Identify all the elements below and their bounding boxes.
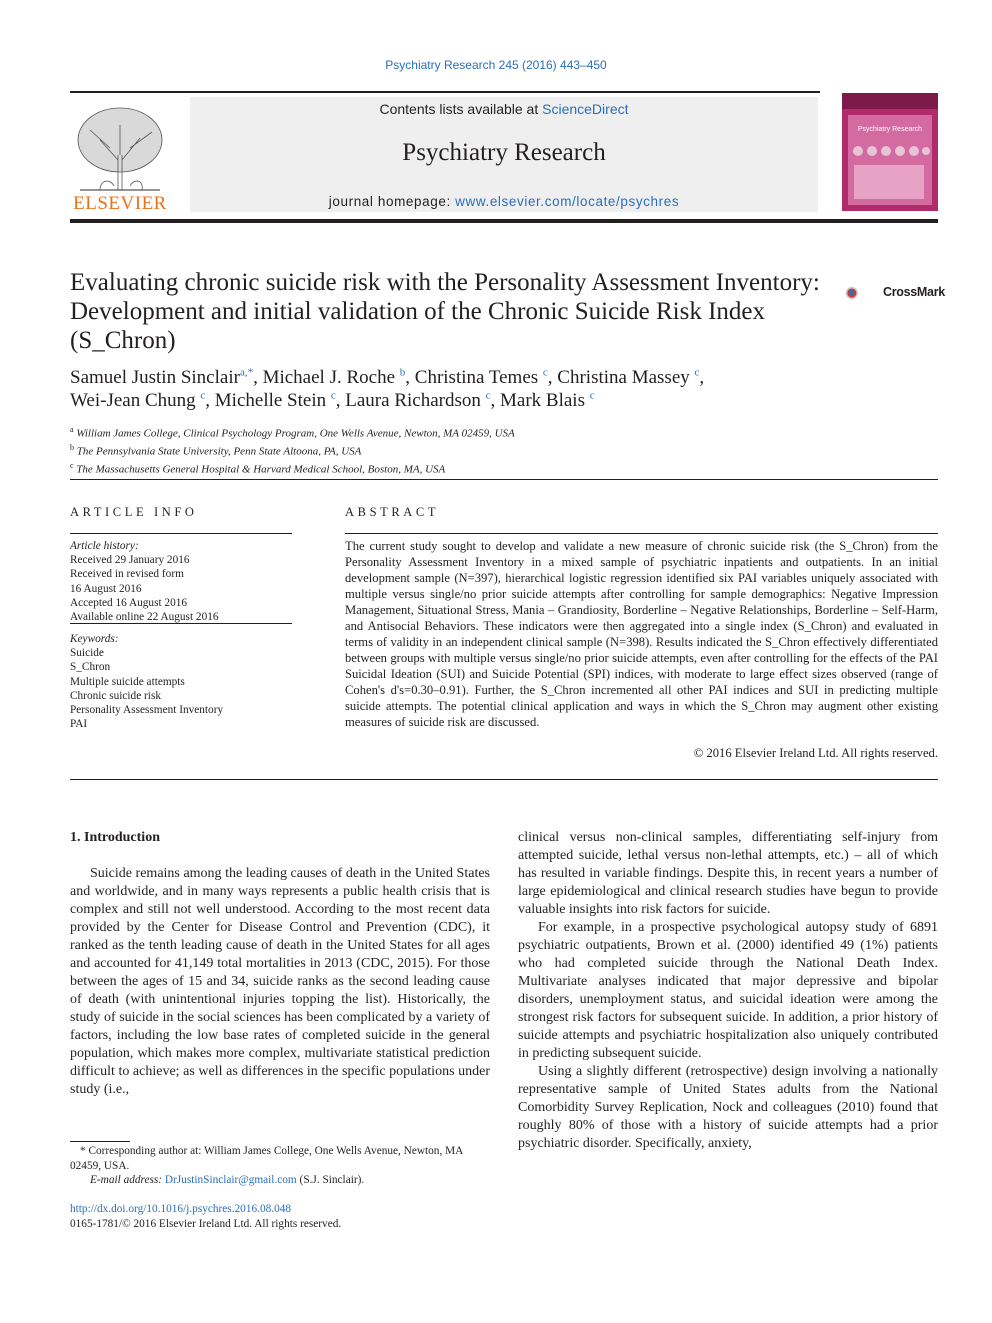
sciencedirect-link[interactable]: ScienceDirect [542,101,629,117]
doi-block [70,1202,490,1231]
keyword-item[interactable]: PAI [70,718,88,731]
affiliation-key: a [70,425,74,434]
affiliations [70,423,830,477]
homepage-prefix: journal homepage: [328,194,456,209]
affiliation-text: William James College, Clinical Psychology Program, One Wells Avenue, Newton, MA 02459, USA [76,427,515,440]
history-item: 16 August 2016 [70,582,142,595]
affiliation-item [70,459,830,477]
corresponding-author-note: * Corresponding author at: William James College, One Wells Avenue, Newton, MA 02459, USA. [70,1145,463,1172]
header-top-rule [70,91,820,93]
email-suffix: (S.J. Sinclair). [296,1174,365,1186]
article-history [70,539,292,624]
journal-reference[interactable]: Psychiatry Research 245 (2016) 443–450 [385,58,607,72]
contents-prefix: Contents lists available at [379,101,543,117]
elsevier-wordmark: ELSEVIER [73,193,167,214]
abstract-text: The current study sought to develop and validate a new measure of chronic suicide risk (the S_Chron) from the Personality Assessment Inventory in a mixed sample of psychiatric inpatients and outpatients. In an initial development sample (N=397), hierarchical logistic regression identified six PAI variables uniquely associated with multiple versus single/no prior suicide attempts after controlling for sample demographics: Negative Impression Management, Situational Stress, Mania – Grandiosity, Borderline – Negative Relationships, Borderline – Self-Harm, and Antisocial Behaviors. These indicators were then aggregated into a single index (S_Chron) and evaluated in terms of validity in an independent clinical sample (N=398). Results indicated the S_Chron effectively differentiated between groups with multiple versus single/no prior suicide attempts, even after controlling for the effects of the PAI Suicidal Ideation (SUI) and Suicide Potential (SPI) indices, with moderate to large effect sizes observed (range of Cohen's d's=0.30–0.91). Further, the S_Chron incremented all other PAI indices and SUI in predicting multiple suicide attempts. The potential clinical application and ways in which the S_Chron may augment other existing measures of suicide risk are discussed. [345,539,938,729]
history-label: Article history: [70,540,139,552]
body-column-left [70,865,490,1099]
keyword-item[interactable]: Chronic suicide risk [70,689,161,702]
author-name[interactable]: Mark Blais [500,390,585,411]
body-paragraph: Suicide remains among the leading causes of death in the United States and worldwide, and in many ways represents a public health crisis that is complex and still not well understood. According to the most recent data provided by the Center for Disease Control and Prevention (CDC), it ranked as the tenth leading cause of death in the United States for all ages and accounted for 41,149 total mortalities in 2013 (CDC, 2015). For those between the ages of 15 and 34, suicide ranks as the second leading cause of death (with unintentional injuries topping the list). Historically, the study of suicide in the social sciences has been complicated by a variety of factors, including the low base rates of completed suicide in the general population, which makes more complex, multivariate statistical prediction difficult to achieve; as well as differences in the specific populations under study (i.e., [70,866,490,1097]
journal-title: Psychiatry Research [402,139,606,166]
contents-line [190,101,818,117]
header-bottom-rule [70,219,938,223]
doi-link[interactable]: http://dx.doi.org/10.1016/j.psychres.2016.08.048 [70,1203,292,1215]
homepage-line [190,194,818,209]
author-affiliation-sup[interactable]: c [330,389,336,402]
copyright-line: © 2016 Elsevier Ireland Ltd. All rights reserved. [693,746,938,760]
keyword-item[interactable]: Multiple suicide attempts [70,675,185,688]
author-name[interactable]: Laura Richardson [345,390,481,411]
history-item: Received 29 January 2016 [70,554,190,567]
author-name[interactable]: Christina Temes [414,367,539,388]
divider [70,623,292,624]
body-paragraph: Using a slightly different (retrospective) design involving a nationally representative sample of United States adults from the National Comorbidity Survey Replication, Nock and colleagues (2010) found that roughly 80% of those with a history of suicide attempts had a prior psychiatric disorder. Specifically, anxiety, [518,1064,938,1151]
body-paragraph: For example, in a prospective psychological autopsy study of 6891 psychiatric outpatients, Brown et al. (2000) identified 49 (1%) patients who had completed suicide through the National Death Index. Multivariate analyses indicated that major depressive and bipolar disorders, unemployment status, and suicidal ideation were among the strongest risk factors for subsequent suicide. In addition, a prior history of suicide attempts and psychiatric hospitalization also uniquely contributed in predicting subsequent suicide. [518,920,938,1061]
article-title: Evaluating chronic suicide risk with the Personality Assessment Inventory: Development and initial validation of the Chronic Suicide Risk Index (S_Chron) [70,269,820,354]
history-item: Accepted 16 August 2016 [70,596,188,609]
history-item: Received in revised form [70,568,184,581]
crossmark-icon[interactable] [845,275,883,311]
affiliation-item [70,441,830,459]
footnote-rule [70,1141,130,1142]
author-affiliation-sup[interactable]: a,* [239,366,254,379]
author-name[interactable]: Michael J. Roche [262,367,396,388]
author-affiliation-sup[interactable]: c [200,389,206,402]
divider [70,479,938,480]
article-info-heading: ARTICLE INFO [70,505,198,519]
author-affiliation-sup[interactable]: b [399,366,406,379]
affiliation-key: b [70,443,74,453]
body-paragraph: clinical versus non-clinical samples, differentiating self-injury from attempted suicide, lethal versus non-lethal attempts, etc.) – all of which has resulted in variable findings. Despite this, in recent years a number of large epidemiological and clinical research studies have begun to provide valuable insights into risk factors for suicide. [518,830,938,917]
keyword-item[interactable]: S_Chron [70,661,111,674]
abstract-heading: ABSTRACT [345,505,440,519]
email-note [70,1173,490,1188]
author-affiliation-sup[interactable]: c [589,389,595,402]
keyword-item[interactable]: Personality Assessment Inventory [70,704,224,717]
divider [70,533,292,534]
author-name[interactable]: Wei-Jean Chung [70,390,196,411]
author-affiliation-sup[interactable]: c [694,366,700,379]
journal-cover-thumbnail[interactable] [842,93,938,211]
author-name[interactable]: Samuel Justin Sinclair [70,367,240,388]
affiliation-text: The Massachusetts General Hospital & Harvard Medical School, Boston, MA, USA [76,463,446,476]
crossmark-label[interactable]: CrossMark [883,285,945,299]
keywords-label: Keywords: [70,633,119,645]
email-label: E-mail address: [90,1174,165,1186]
keyword-item[interactable]: Suicide [70,647,104,660]
issn-line: 0165-1781/© 2016 Elsevier Ireland Ltd. All rights reserved. [70,1217,342,1230]
divider [70,779,938,780]
author-affiliation-sup[interactable]: c [485,389,491,402]
author-name[interactable]: Christina Massey [557,367,690,388]
affiliation-item [70,423,830,441]
homepage-link[interactable]: www.elsevier.com/locate/psychres [455,194,680,209]
history-item: Available online 22 August 2016 [70,611,219,624]
author-list: Samuel Justin Sinclair$^{a,*}$, Michael J. Roche $^b$, Christina Temes $^c$, Christina Massey $^c$, Wei-Jean Chung $^c$, Michelle Stein $^c$, Laura Richardson $^c$, Mark Blais $^c$ [70,366,705,411]
cover-title-text: Psychiatry Research [857,126,923,133]
affiliation-key: c [70,461,74,471]
divider [345,533,938,534]
keywords [70,632,292,731]
section-heading-introduction: 1. Introduction [70,830,160,845]
email-link[interactable]: DrJustinSinclair@gmail.com [164,1174,297,1186]
body-column-right [518,829,938,1153]
author-affiliation-sup[interactable]: c [542,366,548,379]
footnotes [70,1144,490,1188]
author-name[interactable]: Michelle Stein [214,390,327,411]
affiliation-text: The Pennsylvania State University, Penn State Altoona, PA, USA [76,445,362,458]
